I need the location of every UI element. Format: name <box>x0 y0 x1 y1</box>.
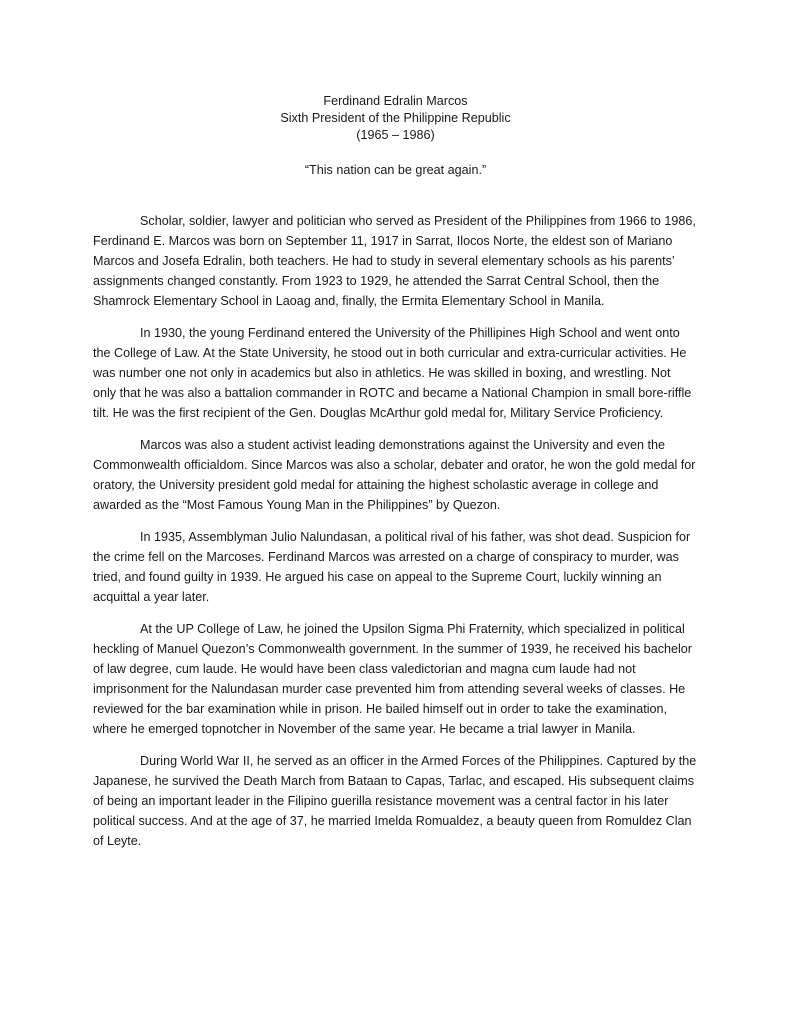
paragraph: In 1930, the young Ferdinand entered the University of the Phillipines High School and went onto the College of Law. At the State University, he stood out in both curricular and extra-curricular activities. He was number one not only in academics but also in athletics. He was skilled in boxing, and wrestling. Not only that he was also a battalion commander in ROTC and became a National Champion in small bore-riffle tilt. He was the first recipient of the Gen. Douglas McArthur gold medal for, Military Service Proficiency. <box>93 326 692 420</box>
paragraph: In 1935, Assemblyman Julio Nalundasan, a political rival of his father, was shot dead. Suspicion for the crime fell on the Marcoses. Ferdinand Marcos was arrested on a charge of conspiracy to murder, was tried, and found guilty in 1939. He argued his case on appeal to the Supreme Court, luckily winning an acquittal a year later. <box>93 530 691 604</box>
subject-title: Sixth President of the Philippine Republic <box>280 111 511 125</box>
document-body <box>93 211 697 863</box>
subject-name: Ferdinand Edralin Marcos <box>323 94 468 108</box>
subject-term: (1965 – 1986) <box>356 128 435 142</box>
quote-line: “This nation can be great again.” <box>304 163 487 177</box>
paragraph: Marcos was also a student activist leading demonstrations against the University and even the Commonwealth officialdom. Since Marcos was also a scholar, debater and orator, he won the gold medal for oratory, the University president gold medal for attaining the highest scholastic average in college and awarded as the “Most Famous Young Man in the Philippines” by Quezon. <box>93 438 696 512</box>
paragraph: Scholar, soldier, lawyer and politician who served as President of the Philippines from 1966 to 1986, Ferdinand E. Marcos was born on September 11, 1917 in Sarrat, Ilocos Norte, the eldest son of Mariano Marcos and Josefa Edralin, both teachers. He had to study in several elementary schools as his parents’ assignments changed constantly. From 1923 to 1929, he attended the Sarrat Central School, then the Shamrock Elementary School in Laoag and, finally, the Ermita Elementary School in Manila. <box>93 214 696 308</box>
paragraph: At the UP College of Law, he joined the Upsilon Sigma Phi Fraternity, which specialized in political heckling of Manuel Quezon’s Commonwealth government. In the summer of 1939, he received his bachelor of law degree, cum laude. He would have been class valedictorian and magna cum laude had not imprisonment for the Nalundasan murder case prevented him from attending several weeks of classes. He reviewed for the bar examination while in prison. He bailed himself out in order to take the examination, where he emerged topnotcher in November of the same year. He became a trial lawyer in Manila. <box>93 622 692 736</box>
paragraph: During World War II, he served as an officer in the Armed Forces of the Philippines. Captured by the Japanese, he survived the Death March from Bataan to Capas, Tarlac, and escaped. His subsequent claims of being an important leader in the Filipino guerilla resistance movement was a central factor in his later political success. And at the age of 37, he married Imelda Romualdez, a beauty queen from Romuldez Clan of Leyte. <box>93 754 697 848</box>
document-header <box>0 93 791 144</box>
